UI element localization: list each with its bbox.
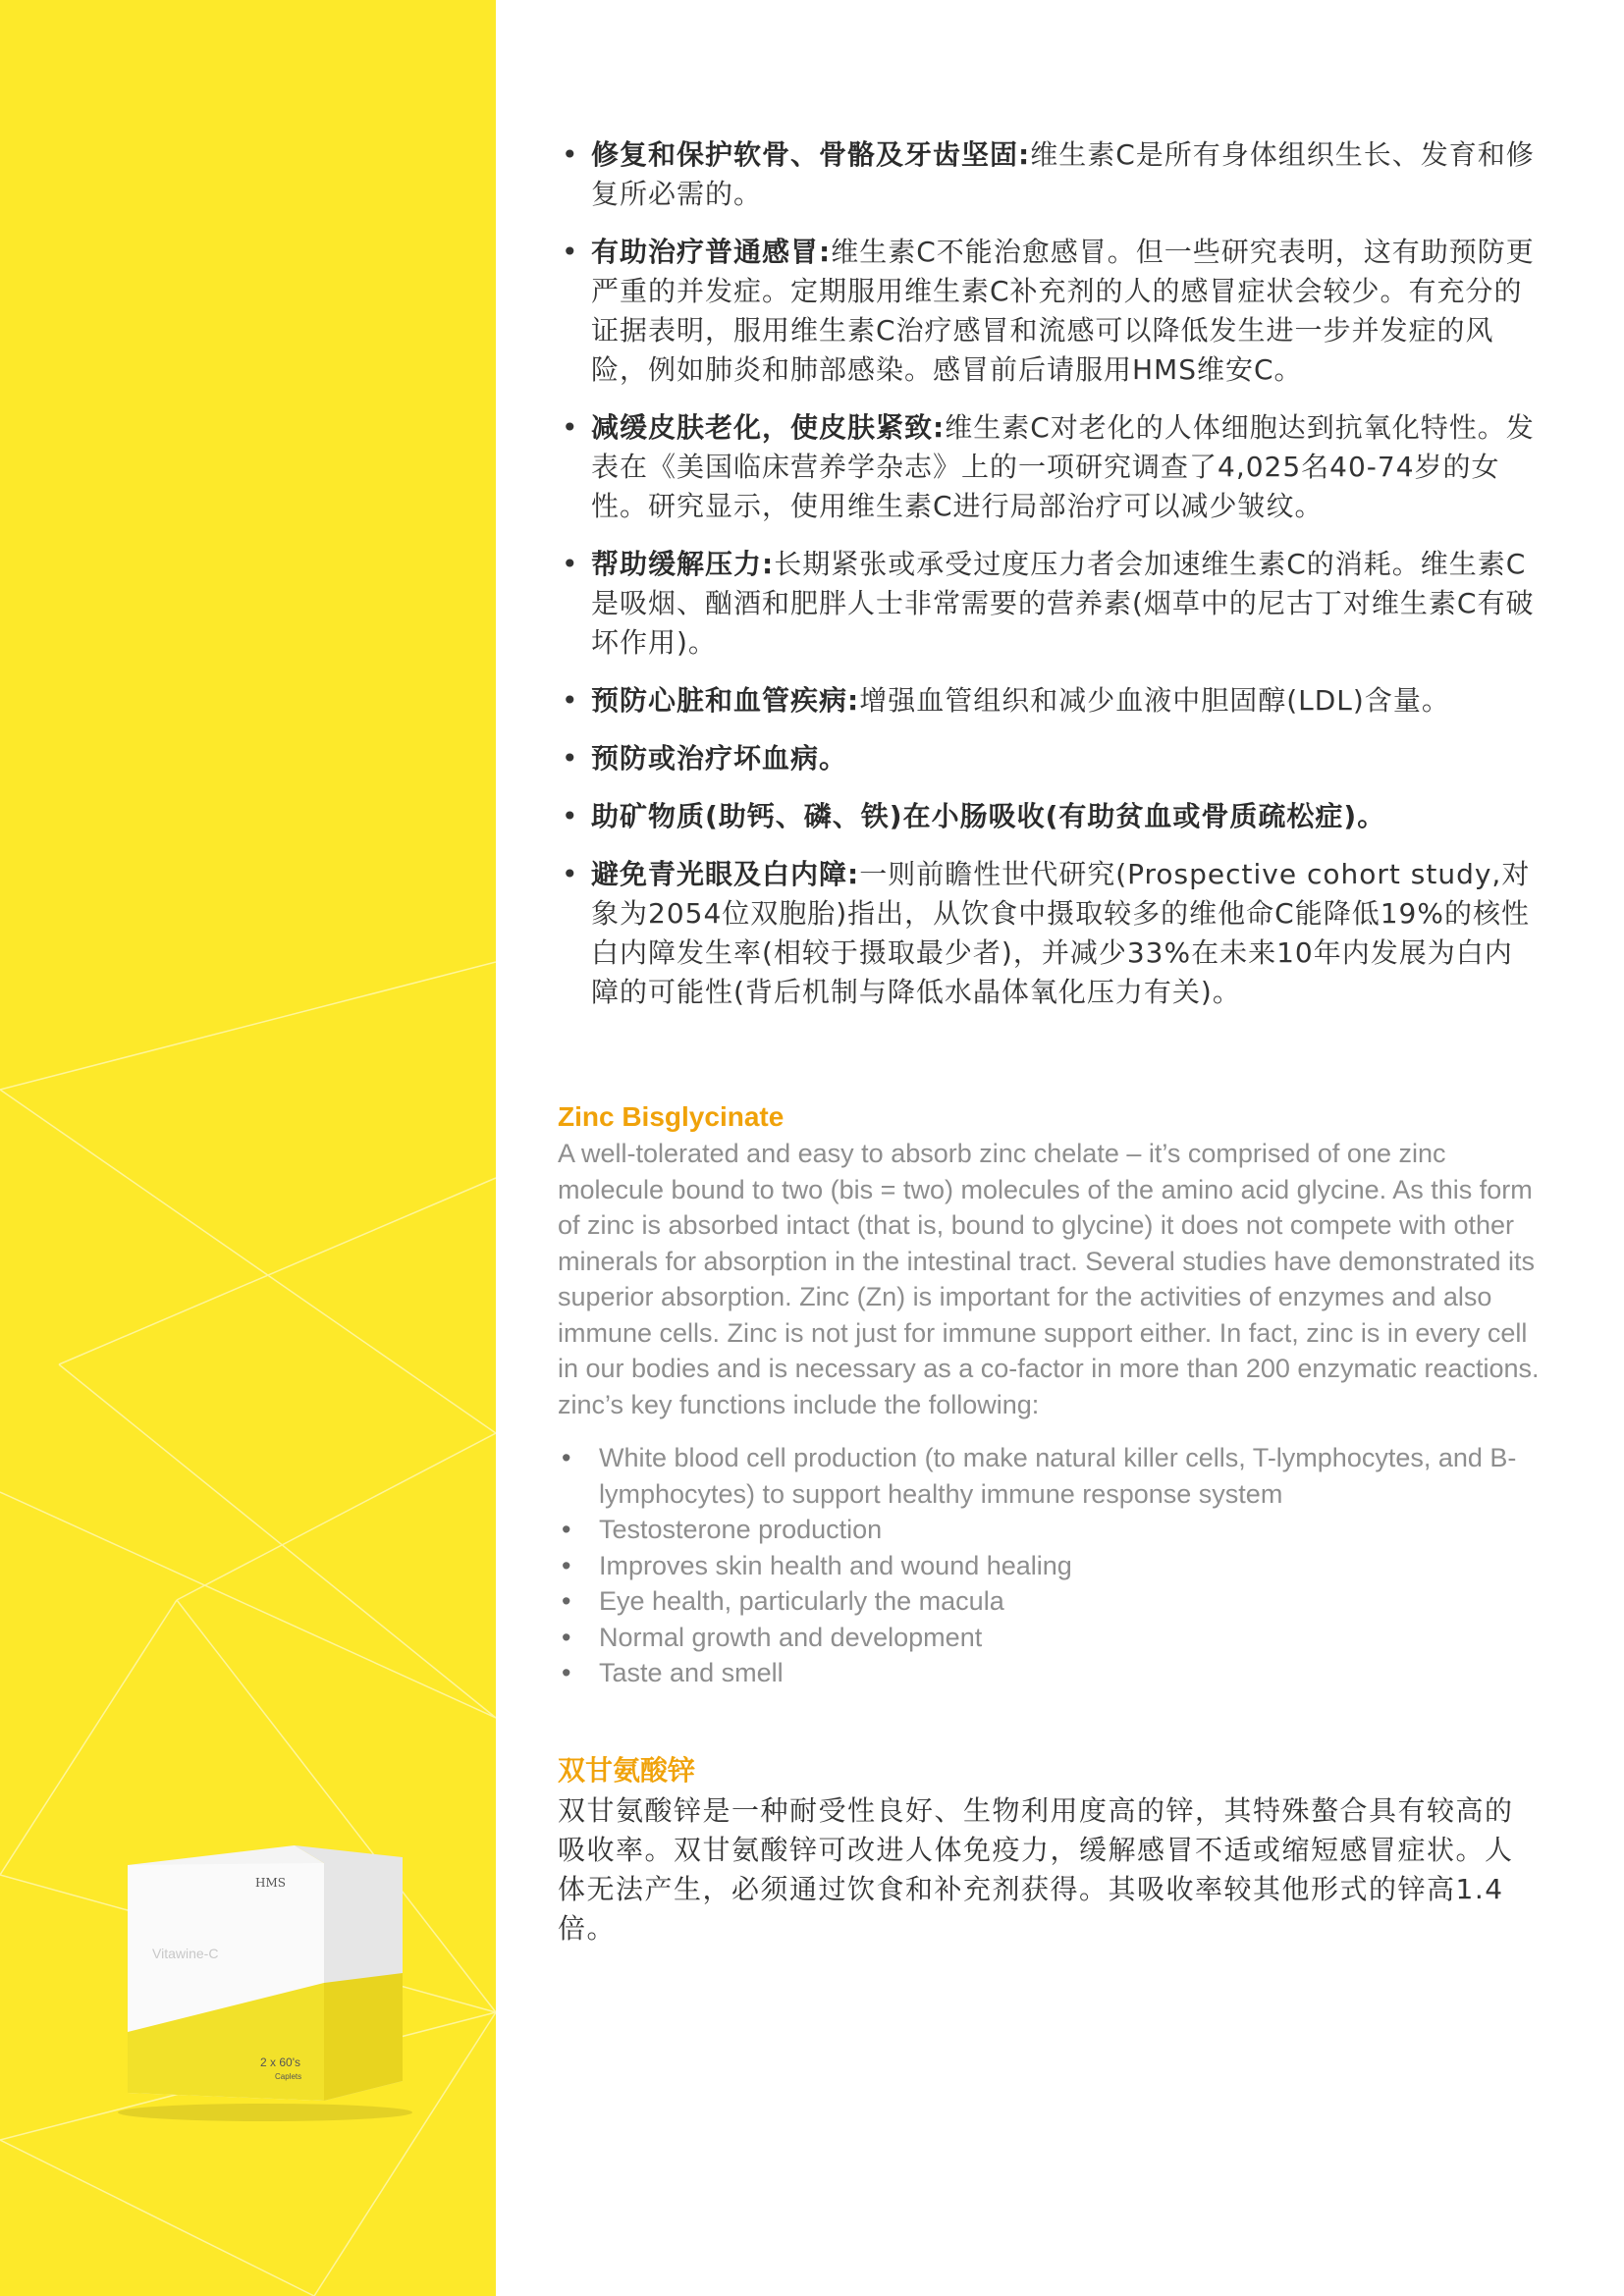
benefit-title: 减缓皮肤老化，使皮肤紧致: [591,411,946,444]
benefit-title: 预防心脏和血管疾病: [591,684,860,717]
benefit-text: 一则前瞻性世代研究(Prospective cohort study,对象为2054位双胞胎)指出，从饮食中摄取较多的维他命C能降低19%的核性白内障发生率(相较于摄取最少者)，并减少33%在未来10年内发展为白内障的可能性(背后机制与降低水晶体氧化压力有关)。 [591,858,1531,1008]
product-count: 2 x 60's [260,2056,300,2069]
product-name: Vitawine-C [152,1946,219,1961]
benefit-text: 维生素C是所有身体组织生长、发育和修复所必需的。 [591,138,1535,210]
benefit-title: 助矿物质(助钙、磷、铁)在小肠吸收(有助贫血或骨质疏松症)。 [591,800,1386,832]
list-item [558,855,1540,1012]
list-item: • Normal growth and development [558,1620,1540,1656]
zinc-intro: zinc’s key functions include the following: [558,1389,1040,1419]
zinc-paragraph: A well-tolerated and easy to absorb zinc chelate – it’s comprised of one zinc molecule bound to two (bis = two) molecules of the amino acid glycine. As this form of zinc is absorbed intact (that is, bound to glycine) it does not compete with other minerals for absorption in the intestinal tract. Several studies have demonstrated its superior absorption. Zinc (Zn) is important for the activities of enzymes and also immune cells. Zinc is not just for immune support either. In fact, zinc is in every cell in our bodies and is necessary as a co-factor in more than 200 enzymatic reactions. [558,1139,1540,1383]
benefit-text: 维生素C对老化的人体细胞达到抗氧化特性。发表在《美国临床营养学杂志》上的一项研究调查了4,025名40-74岁的女性。研究显示，使用维生素C进行局部治疗可以减少皱纹。 [591,411,1535,522]
product-brand: HMS [255,1876,286,1890]
yellow-sidebar [0,0,496,2296]
list-item: • Improves skin health and wound healing [558,1548,1540,1584]
vitamin-c-benefit-list [558,135,1540,1012]
benefit-title: 修复和保护软骨、骨骼及牙齿坚固: [591,138,1031,171]
list-item [558,408,1540,526]
list-item [558,681,1540,721]
benefit-title: 有助治疗普通感冒: [591,236,832,268]
benefit-title: 避免青光眼及白内障: [591,858,860,890]
main-content [558,135,1540,1949]
list-item: • Taste and smell [558,1655,1540,1691]
list-item: • White blood cell production (to make natural killer cells, T-lymphocytes, and B-lymphocytes) to support healthy immune response system [558,1440,1540,1512]
list-item [558,739,1540,778]
zinc-function-list [558,1440,1540,1691]
benefit-text: 长期紧张或承受过度压力者会加速维生素C的消耗。维生素C是吸烟、酗酒和肥胖人士非常需要的营养素(烟草中的尼古丁对维生素C有破坏作用)。 [591,548,1535,659]
product-box-image [108,1836,422,2130]
benefit-text: 增强血管组织和减少血液中胆固醇(LDL)含量。 [859,684,1450,717]
product-unit: Caplets [275,2072,302,2081]
list-item [558,135,1540,214]
list-item [558,233,1540,390]
list-item: • Eye health, particularly the macula [558,1583,1540,1620]
zinc-heading: Zinc Bisglycinate [558,1101,785,1132]
list-item: • Testosterone production [558,1512,1540,1548]
list-item [558,797,1540,836]
benefit-text: 维生素C不能治愈感冒。但一些研究表明，这有助预防更严重的并发症。定期服用维生素C补充剂的人的感冒症状会较少。有充分的证据表明，服用维生素C治疗感冒和流感可以降低发生进一步并发症的风险，例如肺炎和肺部感染。感冒前后请服用HMS维安C。 [591,236,1535,386]
list-item [558,545,1540,663]
benefit-title: 预防或治疗坏血病。 [591,742,848,774]
zinc-cn-paragraph: 双甘氨酸锌是一种耐受性良好、生物利用度高的锌，其特殊螯合具有较高的吸收率。双甘氨酸锌可改进人体免疫力，缓解感冒不适或缩短感冒症状。人体无法产生，必须通过饮食和补充剂获得。其吸收率较其他形式的锌高1.4倍。 [558,1793,1514,1945]
benefit-title: 帮助缓解压力: [591,548,775,580]
zinc-cn-heading: 双甘氨酸锌 [558,1753,696,1787]
